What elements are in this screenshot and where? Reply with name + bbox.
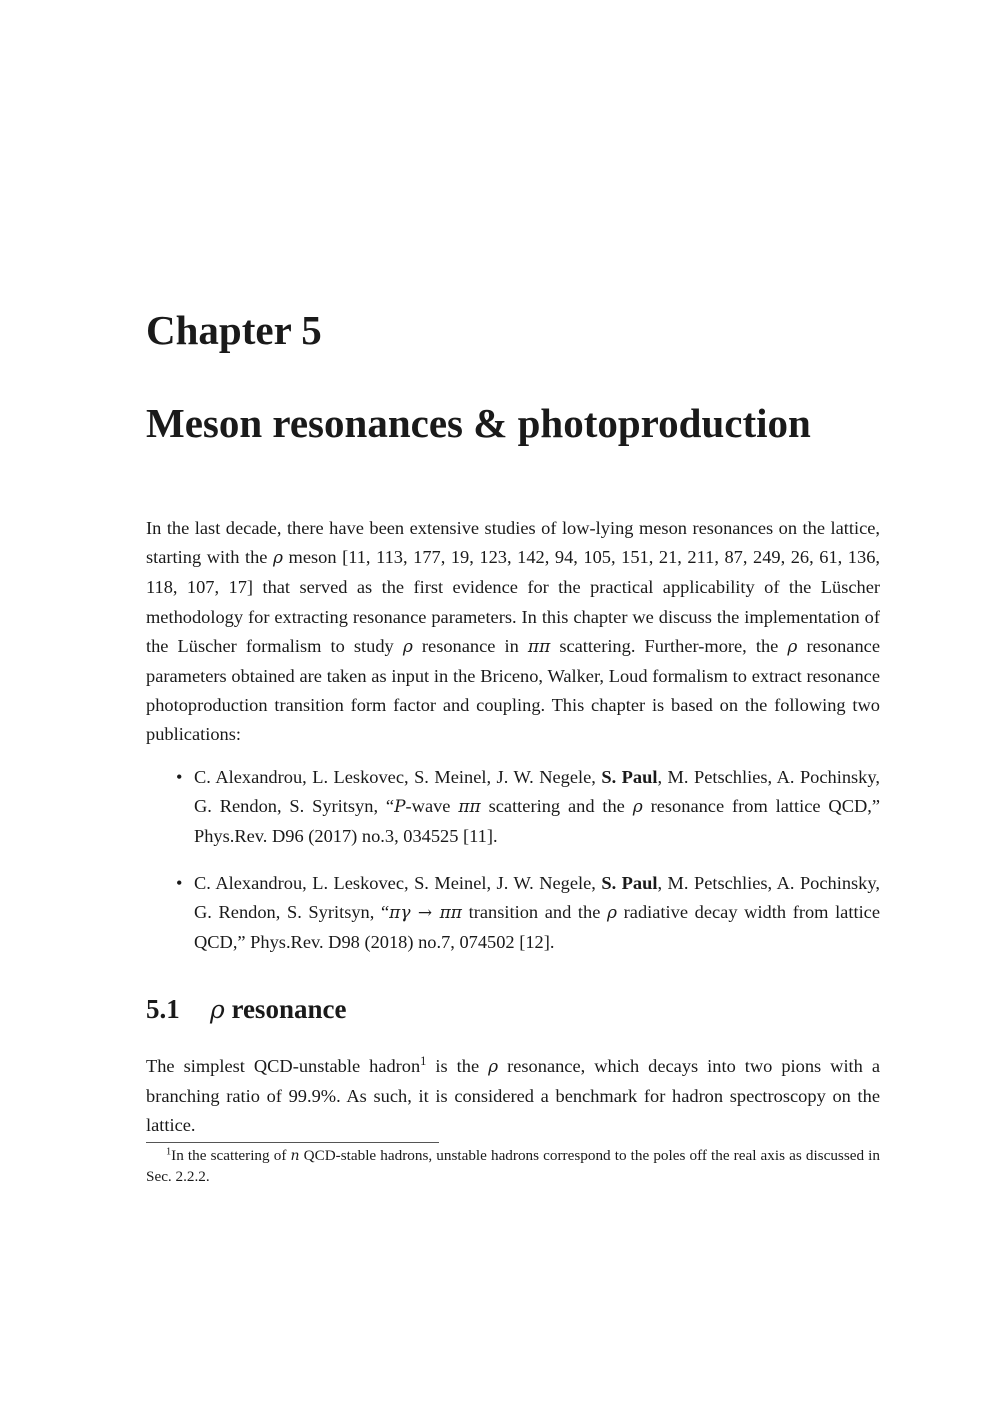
n-symbol: n <box>290 1148 300 1164</box>
rho-symbol: ρ <box>632 797 643 818</box>
footnote-ref[interactable]: 1 <box>420 1054 427 1069</box>
pipi-symbol: ππ <box>527 636 551 657</box>
pub-authors: C. Alexandrou, L. Leskovec, S. Meinel, J. W. Negele, <box>194 767 602 787</box>
bullet: • <box>176 767 183 787</box>
pub-authors: , M. Petschlies, A. Pochinsky, G. Rendon, S. Syritsyn, “ <box>194 767 880 817</box>
intro-text: resonance in <box>412 635 528 656</box>
pub-title: resonance from lattice QCD,” Phys.Rev. D96 (2017) no.3, 034525 [11]. <box>194 796 881 847</box>
rho-symbol: ρ <box>607 902 618 923</box>
p-symbol: P <box>394 797 406 818</box>
pipi-symbol: ππ <box>458 797 481 818</box>
section-title: resonance <box>224 994 347 1024</box>
chapter-title: Meson resonances & photoproduction <box>146 400 811 446</box>
pub-author-highlight: S. Paul <box>601 872 658 893</box>
footnote-text: QCD-stable hadrons, unstable hadrons correspond to the poles off the real axis as discussed in Sec. 2.2.2. <box>146 1147 880 1185</box>
pub-title: scattering and the <box>480 796 633 817</box>
intro-paragraph <box>146 514 880 750</box>
footnote-mark: 1 <box>166 1146 172 1158</box>
intro-text: resonance parameters obtained are taken as input in the Briceno, Walker, Loud formalism to extract resonance photoproduction transition form factor and coupling. This chapter is based on the following two publications: <box>146 635 880 745</box>
intro-text: In the last decade, there have been extensive studies of low-lying meson resonances on the lattice, starting with the <box>146 518 880 568</box>
pub-authors: C. Alexandrou, L. Leskovec, S. Meinel, J. W. Negele, <box>194 872 602 893</box>
footnote-text: In the scattering of <box>171 1147 291 1164</box>
section-text: resonance, which decays into two pions with a branching ratio of 99.9%. As such, it is considered a benchmark for hadron spectroscopy on the lattice. <box>146 1056 881 1136</box>
rho-symbol: ρ <box>787 636 798 657</box>
footnote <box>146 1146 880 1187</box>
footnote-divider <box>146 1142 439 1143</box>
bullet: • <box>176 872 183 893</box>
publication-item <box>146 869 880 959</box>
pub-author-highlight: S. Paul <box>601 767 658 787</box>
intro-text: meson [11, 113, 177, 19, 123, 142, 94, 105, 151, 21, 211, 87, 249, 26, 61, 136, 118, 107, 17] that served as the first evidence for the practical applicability of the Lüscher methodology for extracting resonance parameters. In this chapter we discuss the implementation of the Lüscher formalism to study <box>146 547 880 656</box>
chapter-label: Chapter 5 <box>146 307 322 353</box>
rho-symbol: ρ <box>210 995 225 1024</box>
pub-authors: , M. Petschlies, A. Pochinsky, G. Rendon, S. Syritsyn, “ <box>194 872 880 922</box>
rho-symbol: ρ <box>402 636 413 657</box>
publication-item <box>146 763 880 852</box>
section-paragraph <box>146 1052 880 1141</box>
section-text: is the <box>426 1056 489 1076</box>
section-text: The simplest QCD-unstable hadron <box>146 1056 421 1076</box>
pub-title: -wave <box>405 796 459 817</box>
intro-text: scattering. Further-more, the <box>550 635 788 656</box>
rho-symbol: ρ <box>488 1057 499 1077</box>
transition-symbol: πγ → ππ <box>389 902 462 923</box>
publication-list <box>146 763 880 975</box>
rho-symbol: ρ <box>272 548 283 569</box>
pub-title: radiative decay width from lattice QCD,” Phys.Rev. D98 (2018) no.7, 074502 [12]. <box>194 901 881 953</box>
pub-title: transition and the <box>461 901 608 922</box>
section-heading <box>146 994 346 1025</box>
section-number: 5.1 <box>146 994 180 1024</box>
